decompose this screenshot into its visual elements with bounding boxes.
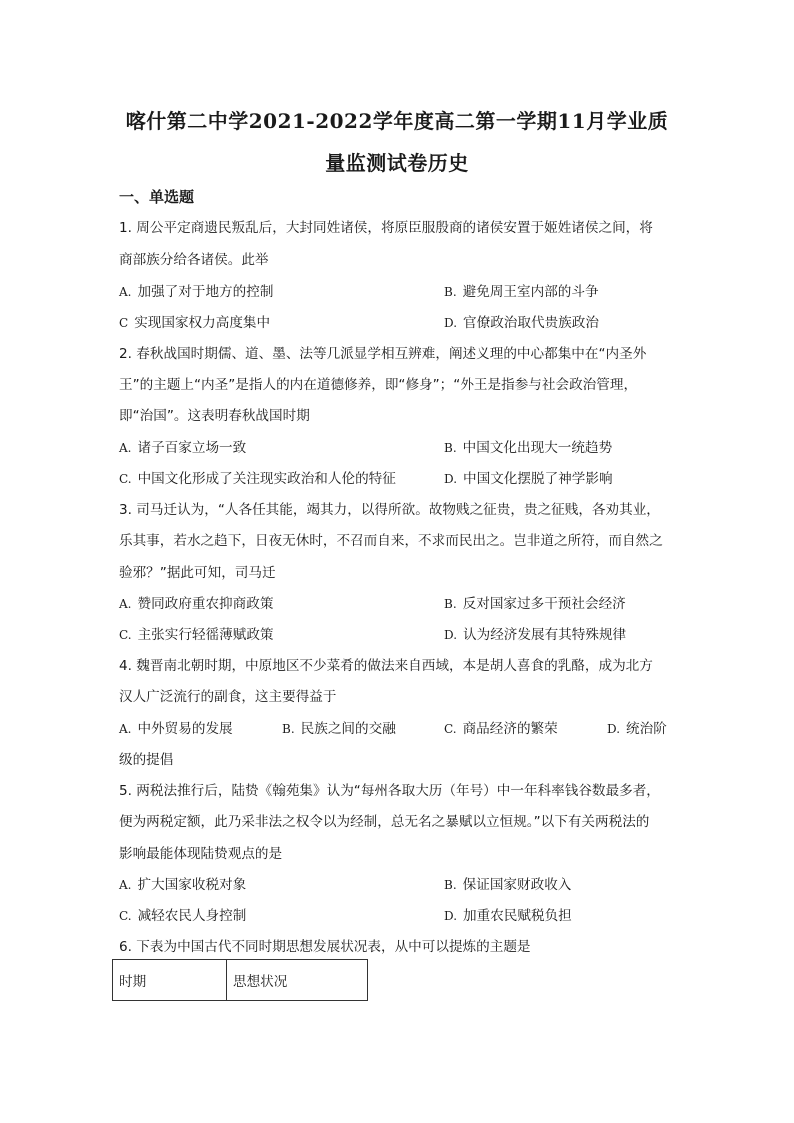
question-2-line-1: 2. 春秋战国时期儒、道、墨、法等几派显学相互辨难，阐述义理的中心都集中在“内圣外 bbox=[119, 346, 647, 362]
section-heading: 一、单选题 bbox=[119, 188, 195, 206]
question-5-option-c[interactable]: C. 减轻农民人身控制 bbox=[119, 908, 247, 924]
question-3-option-a[interactable]: A. 赞同政府重农抑商政策 bbox=[119, 596, 274, 612]
question-1-option-b[interactable]: B. 避免周王室内部的斗争 bbox=[444, 284, 599, 300]
question-4-option-d[interactable]: D. 统治阶 bbox=[607, 721, 667, 737]
question-3-line-1: 3. 司马迁认为，“人各任其能，竭其力，以得所欲。故物贱之征贵，贵之征贱，各劝其业， bbox=[119, 502, 660, 518]
question-4-option-c[interactable]: C. 商品经济的繁荣 bbox=[444, 721, 558, 737]
question-1-option-c[interactable]: C 实现国家权力高度集中 bbox=[119, 315, 271, 331]
question-6-table bbox=[112, 959, 368, 1001]
question-5-option-a[interactable]: A. 扩大国家收税对象 bbox=[119, 877, 247, 893]
question-5-line-2: 便为两税定额，此乃采非法之权令以为经制，总无名之暴赋以立恒规。”以下有关两税法的 bbox=[119, 814, 650, 830]
question-1-option-d[interactable]: D. 官僚政治取代贵族政治 bbox=[444, 315, 599, 331]
question-6-line-1: 6. 下表为中国古代不同时期思想发展状况表，从中可以提炼的主题是 bbox=[119, 939, 531, 955]
table-header-thought: 思想状况 bbox=[227, 960, 368, 1001]
question-4-option-b[interactable]: B. 民族之间的交融 bbox=[282, 721, 396, 737]
question-2-option-c[interactable]: C. 中国文化形成了关注现实政治和人伦的特征 bbox=[119, 471, 396, 487]
question-5-option-d[interactable]: D. 加重农民赋税负担 bbox=[444, 908, 572, 924]
question-1-line-2: 商部族分给各诸侯。此举 bbox=[119, 252, 269, 268]
question-2-line-3: 即“治国”。这表明春秋战国时期 bbox=[119, 408, 310, 424]
question-1-line-1: 1. 周公平定商遗民叛乱后，大封同姓诸侯，将原臣服殷商的诸侯安置于姬姓诸侯之间，将 bbox=[119, 220, 653, 236]
question-5-line-3: 影响最能体现陆贽观点的是 bbox=[119, 846, 283, 862]
question-2-line-2: 王”的主题上“内圣”是指人的内在道德修养，即“修身”；“外王是指参与社会政治管理， bbox=[119, 377, 638, 393]
question-4-option-d-continued: 级的提倡 bbox=[119, 752, 174, 768]
question-3-line-3: 验邪？”据此可知，司马迁 bbox=[119, 565, 276, 581]
exam-title-line2: 量监测试卷历史 bbox=[325, 151, 469, 175]
table-header-period: 时期 bbox=[113, 960, 227, 1001]
question-1-option-a[interactable]: A. 加强了对于地方的控制 bbox=[119, 284, 274, 300]
question-2-option-d[interactable]: D. 中国文化摆脱了神学影响 bbox=[444, 471, 613, 487]
question-3-option-d[interactable]: D. 认为经济发展有其特殊规律 bbox=[444, 627, 627, 643]
question-3-line-2: 乐其事，若水之趋下，日夜无休时，不召而自来，不求而民出之。岂非道之所符，而自然之 bbox=[119, 533, 663, 549]
question-5-line-1: 5. 两税法推行后，陆贽《翰苑集》认为“每州各取大历（年号）中一年科率钱谷数最多者， bbox=[119, 783, 660, 799]
question-5-option-b[interactable]: B. 保证国家财政收入 bbox=[444, 877, 572, 893]
table-header-row bbox=[113, 960, 368, 1001]
question-2-option-a[interactable]: A. 诸子百家立场一致 bbox=[119, 440, 247, 456]
question-4-line-2: 汉人广泛流行的副食，这主要得益于 bbox=[119, 689, 337, 705]
question-3-option-c[interactable]: C. 主张实行轻徭薄赋政策 bbox=[119, 627, 274, 643]
question-2-option-b[interactable]: B. 中国文化出现大一统趋势 bbox=[444, 440, 613, 456]
question-4-line-1: 4. 魏晋南北朝时期，中原地区不少菜肴的做法来自西域，本是胡人喜食的乳酪，成为北方 bbox=[119, 658, 653, 674]
exam-title-line1: 喀什第二中学2021-2022学年度高二第一学期11月学业质 bbox=[125, 109, 669, 133]
question-4-option-a[interactable]: A. 中外贸易的发展 bbox=[119, 721, 233, 737]
question-3-option-b[interactable]: B. 反对国家过多干预社会经济 bbox=[444, 596, 626, 612]
